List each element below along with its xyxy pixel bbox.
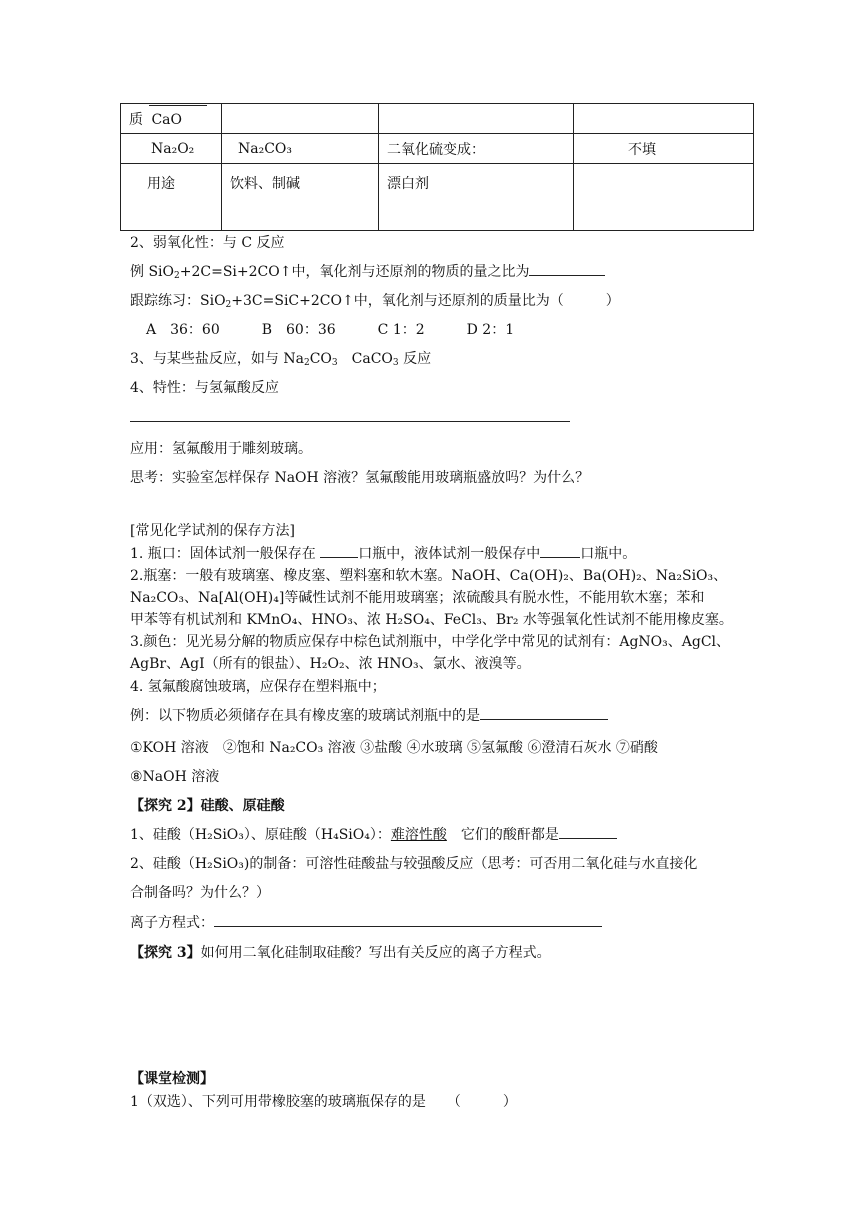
i2-text-a: 1、硅酸（H₂SiO₃）、原硅酸（H₄SiO₄）： — [130, 827, 391, 843]
answer-blank[interactable] — [529, 261, 605, 276]
example-line: 例 SiO$_2$+2C=Si+2CO↑中，氧化剂与还原剂的物质的量之比为 — [130, 261, 605, 281]
practice-options: A 36：60 B 60：36 C 1：2 D 2：1 — [146, 322, 515, 338]
table-cell: Na₂O₂ — [121, 134, 222, 164]
table-cell — [574, 104, 754, 134]
p3-line: AgBr、AgI（所有的银盐）、H₂O₂、浓 HNO₃、氯水、液溴等。 — [130, 656, 531, 672]
ionic-equation-line — [130, 912, 602, 932]
inquiry-2-line-2b: 合制备吗？为什么？） — [130, 885, 270, 901]
properties-table — [120, 103, 754, 231]
section-4-heading: 4、特性：与氢氟酸反应 — [130, 380, 279, 396]
p2-line: 2.瓶塞：一般有玻璃塞、橡皮塞、塑料塞和软木塞。NaOH、Ca(OH)₂、Ba(OH)₂、Na₂SiO₃、 — [130, 568, 728, 584]
example-text: 例：以下物质必须储存在具有橡皮塞的玻璃试剂瓶中的是 — [130, 708, 480, 724]
storage-items-2: ⑧NaOH 溶液 — [130, 769, 220, 785]
table-cell — [121, 104, 222, 134]
inquiry-3-title: 【探究 3】 — [130, 945, 201, 961]
i2-text-b: 它们的酸酐都是 — [446, 827, 559, 843]
storage-items-1: ①KOH 溶液 ②饱和 Na₂CO₃ 溶液 ③盐酸 ④水玻璃 ⑤氢氟酸 ⑥澄清石灰水 ⑦硝酸 — [130, 740, 658, 756]
p2-line: 甲苯等有机试剂和 KMnO₄、HNO₃、浓 H₂SO₄、FeCl₃、Br₂ 水等强氧化性试剂不能用橡皮塞。 — [130, 612, 733, 628]
s3-text-c: CaCO — [337, 351, 393, 367]
p1-text-c: 口瓶中。 — [580, 546, 637, 562]
table-row — [121, 164, 754, 231]
answer-line[interactable] — [130, 421, 570, 422]
class-check-title: 【课堂检测】 — [130, 1071, 214, 1087]
storage-p3 — [130, 631, 740, 675]
practice-line: 跟踪练习：SiO$_2$+3C=SiC+2CO↑中，氧化剂与还原剂的质量比为（ ） — [130, 293, 620, 310]
storage-p2 — [130, 565, 740, 631]
p3-line: 3.颜色：见光易分解的物质应保存中棕色试剂瓶中，中学化学中常见的试剂有：AgNO₃、AgCl、 — [130, 634, 731, 650]
class-check-q1: 1（双选）、下列可用带橡胶塞的玻璃瓶保存的是 （ ） — [130, 1094, 517, 1110]
thinking-line: 思考：实验室怎样保存 NaOH 溶液？氢氟酸能用玻璃瓶盛放吗？为什么？ — [130, 470, 590, 486]
inquiry-3-line — [130, 942, 551, 962]
section-2-heading: 2、弱氧化性：与 C 反应 — [130, 235, 285, 251]
inquiry-2-title: 【探究 2】硅酸、原硅酸 — [130, 798, 285, 814]
blank-solid-bottle[interactable] — [320, 543, 358, 558]
p1-text-a: 1. 瓶口：固体试剂一般保存在 — [130, 546, 321, 562]
practice-text-a: 跟踪练习：SiO — [130, 293, 226, 309]
inquiry-3-text: 如何用二氧化硅制取硅酸？写出有关反应的离子方程式。 — [200, 945, 551, 961]
table-cell: 不填 — [574, 134, 754, 164]
table-row — [121, 104, 754, 134]
inquiry-2-line-1 — [130, 824, 617, 844]
storage-p4: 4. 氢氟酸腐蚀玻璃，应保存在塑料瓶中； — [130, 679, 386, 695]
blank-liquid-bottle[interactable] — [540, 543, 580, 558]
table-cell: 二氧化硫变成： — [379, 134, 574, 164]
table-cell — [379, 104, 574, 134]
cao-label: CaO — [151, 111, 182, 128]
p2-line: Na₂CO₃、Na[Al(OH)₄]等碱性试剂不能用玻璃塞；浓硫酸具有脱水性，不能用软木塞；苯和 — [130, 590, 705, 606]
storage-p1 — [130, 543, 636, 563]
ionic-label: 离子方程式： — [130, 915, 214, 931]
s3-text-d: 反应 — [398, 351, 432, 367]
anhydride-blank[interactable] — [559, 824, 617, 839]
cao-line-top — [149, 105, 207, 106]
table-cell: 饮料、制碱 — [222, 164, 379, 231]
table-cell: 漂白剂 — [379, 164, 574, 231]
application-line: 应用：氢氟酸用于雕刻玻璃。 — [130, 441, 312, 457]
table-cell: Na₂CO₃ — [222, 134, 379, 164]
table-cell — [574, 164, 754, 231]
inquiry-2-line-2a: 2、硅酸（H₂SiO₃)的制备：可溶性硅酸盐与较强酸反应（思考：可否用二氧化硅与水直接化 — [130, 856, 698, 872]
storage-example — [130, 705, 608, 725]
practice-text-b: +3C=SiC+2CO↑中，氧化剂与还原剂的质量比为（ ） — [231, 293, 620, 309]
i2-underlined: 难溶性酸 — [390, 827, 447, 843]
table-cell — [222, 104, 379, 134]
cao-line-bottom — [149, 133, 207, 134]
storage-title: [常见化学试剂的保存方法] — [130, 523, 295, 539]
example-text-a: 例 SiO — [130, 264, 174, 280]
table-row — [121, 134, 754, 164]
cao-cell — [129, 109, 213, 129]
p1-text-b: 口瓶中，液体试剂一般保存中 — [358, 546, 541, 562]
cell-prefix: 质 — [129, 111, 143, 128]
section-3-heading: 3、与某些盐反应，如与 $Na_2CO_3$ CaCO$_3$ 反应 — [130, 351, 432, 368]
table-cell: 用途 — [121, 164, 222, 231]
example-answer-blank[interactable] — [480, 705, 608, 720]
ionic-equation-blank[interactable] — [214, 912, 602, 927]
example-text-b: +2C=Si+2CO↑中，氧化剂与还原剂的物质的量之比为 — [179, 264, 530, 280]
s3-text-b: CO — [309, 351, 332, 367]
s3-text-a: 3、与某些盐反应，如与 Na — [130, 351, 304, 367]
